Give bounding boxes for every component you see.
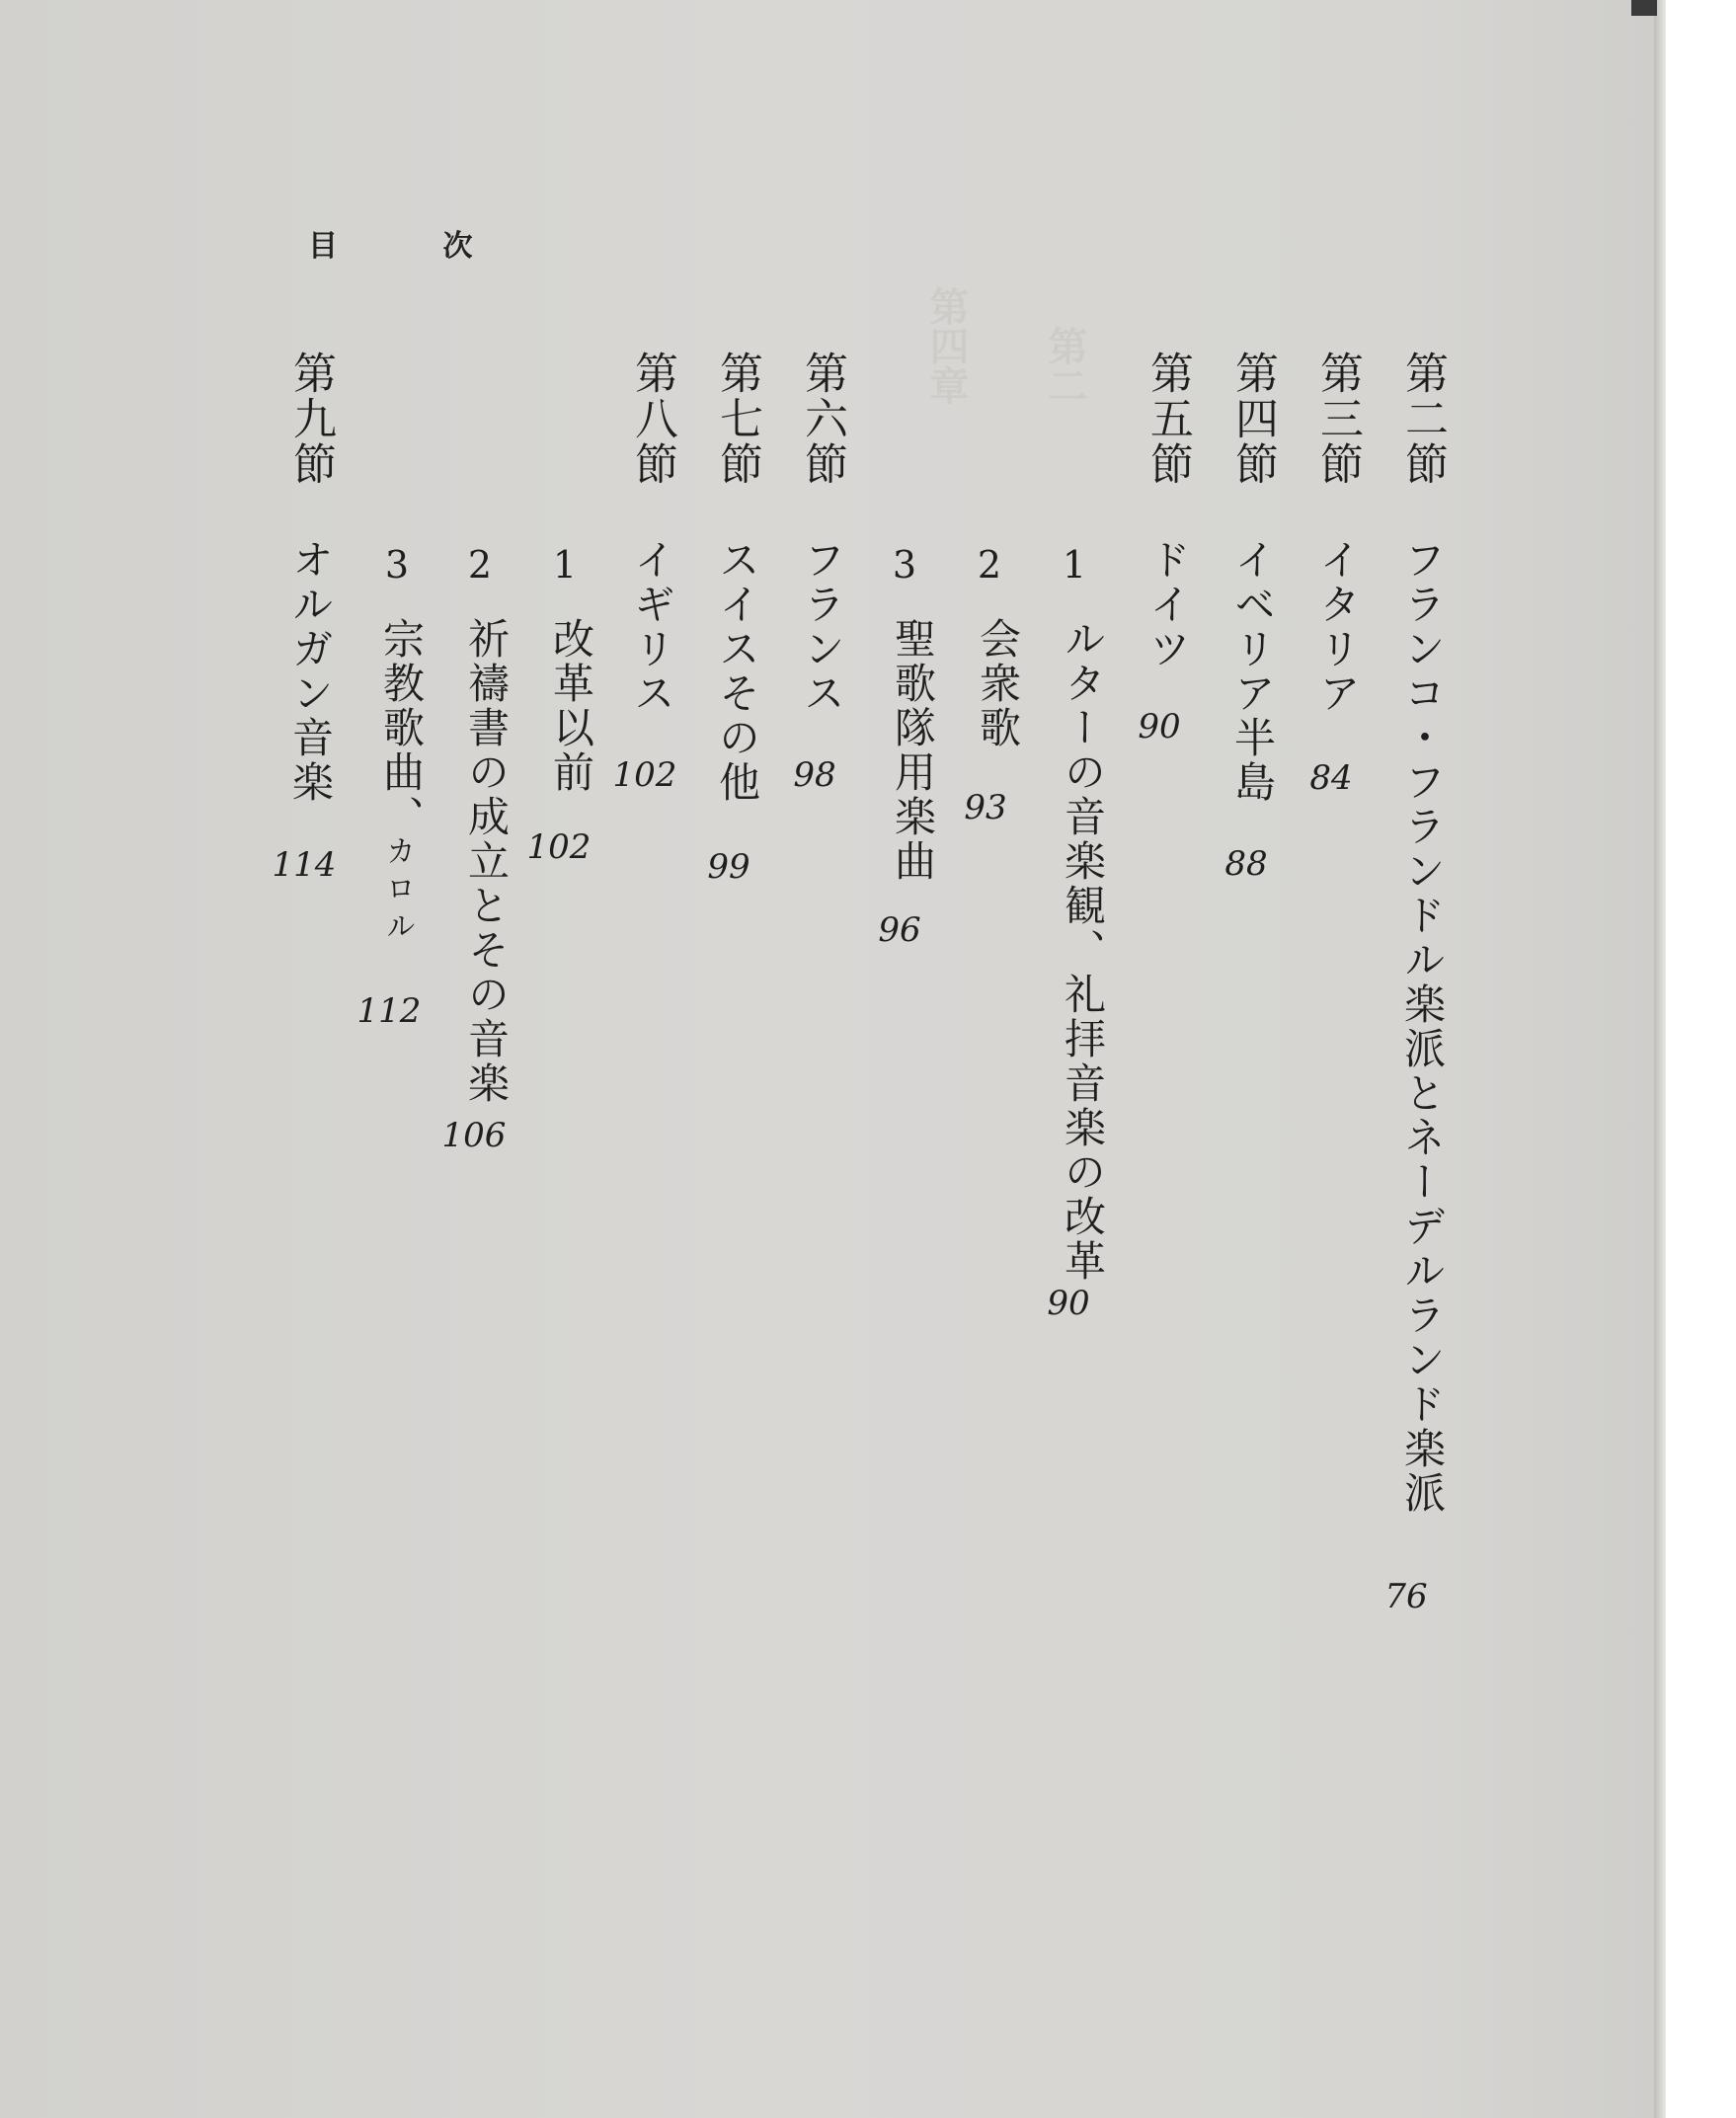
entry-title: ドイツ (1144, 538, 1192, 671)
section-label: 第七節 (712, 351, 762, 487)
entry-title: 宗教歌曲、 (377, 617, 426, 839)
subsection-number: 2 (968, 543, 1011, 587)
subsection-number: 3 (883, 543, 926, 587)
section-label: 第九節 (285, 351, 336, 487)
page-number: 88 (1224, 844, 1268, 884)
entry-title: イベリア半島 (1228, 538, 1277, 805)
page-number: 96 (878, 910, 921, 950)
page-number: 93 (964, 788, 1007, 827)
page-number: 112 (356, 991, 422, 1031)
section-label: 第五節 (1143, 351, 1193, 487)
entry-title: 改革以前 (547, 617, 595, 795)
page-number: 84 (1309, 758, 1353, 798)
subsection-number: 2 (458, 543, 502, 587)
page-number: 106 (441, 1116, 507, 1155)
subsection-number: 3 (375, 543, 419, 587)
entry-title: 祈禱書の成立とその音楽 (462, 617, 511, 1106)
section-label: 第六節 (797, 351, 847, 487)
entry-title: スイスその他 (713, 538, 761, 805)
entry-title: 聖歌隊用楽曲 (889, 617, 937, 884)
page-number: 76 (1384, 1577, 1428, 1616)
page-number: 102 (612, 755, 677, 795)
page-number: 98 (793, 755, 836, 795)
page-number: 90 (1047, 1284, 1090, 1323)
background-corner (1631, 0, 1657, 16)
entry-title: イギリス (628, 538, 676, 716)
entry-title: イタリア (1313, 538, 1362, 716)
page-edge (1654, 0, 1666, 2118)
section-label: 第四節 (1227, 351, 1278, 487)
page-number: 102 (526, 827, 592, 867)
entry-title: フランス (798, 538, 846, 716)
entry-title: ルターの音楽観、礼拝音楽の改革 (1059, 617, 1107, 1284)
toc-header: 目 次 (308, 229, 520, 264)
subsection-number: 1 (543, 543, 587, 587)
entry-title: オルガン音楽 (286, 538, 335, 805)
entry-subtitle: カロル (380, 835, 415, 948)
subsection-number: 1 (1053, 543, 1096, 587)
show-through-text: 第二 (1042, 326, 1088, 405)
page-number: 114 (272, 845, 337, 885)
page-number: 90 (1138, 707, 1181, 746)
section-label: 第三節 (1312, 351, 1363, 487)
entry-title: フランコ・フランドル楽派とネーデルランド楽派 (1398, 538, 1447, 1516)
section-label: 第二節 (1397, 351, 1448, 487)
section-label: 第八節 (627, 351, 677, 487)
page-number: 99 (707, 847, 750, 887)
entry-title: 会衆歌 (974, 617, 1022, 750)
show-through-text: 第四章 (923, 286, 970, 405)
